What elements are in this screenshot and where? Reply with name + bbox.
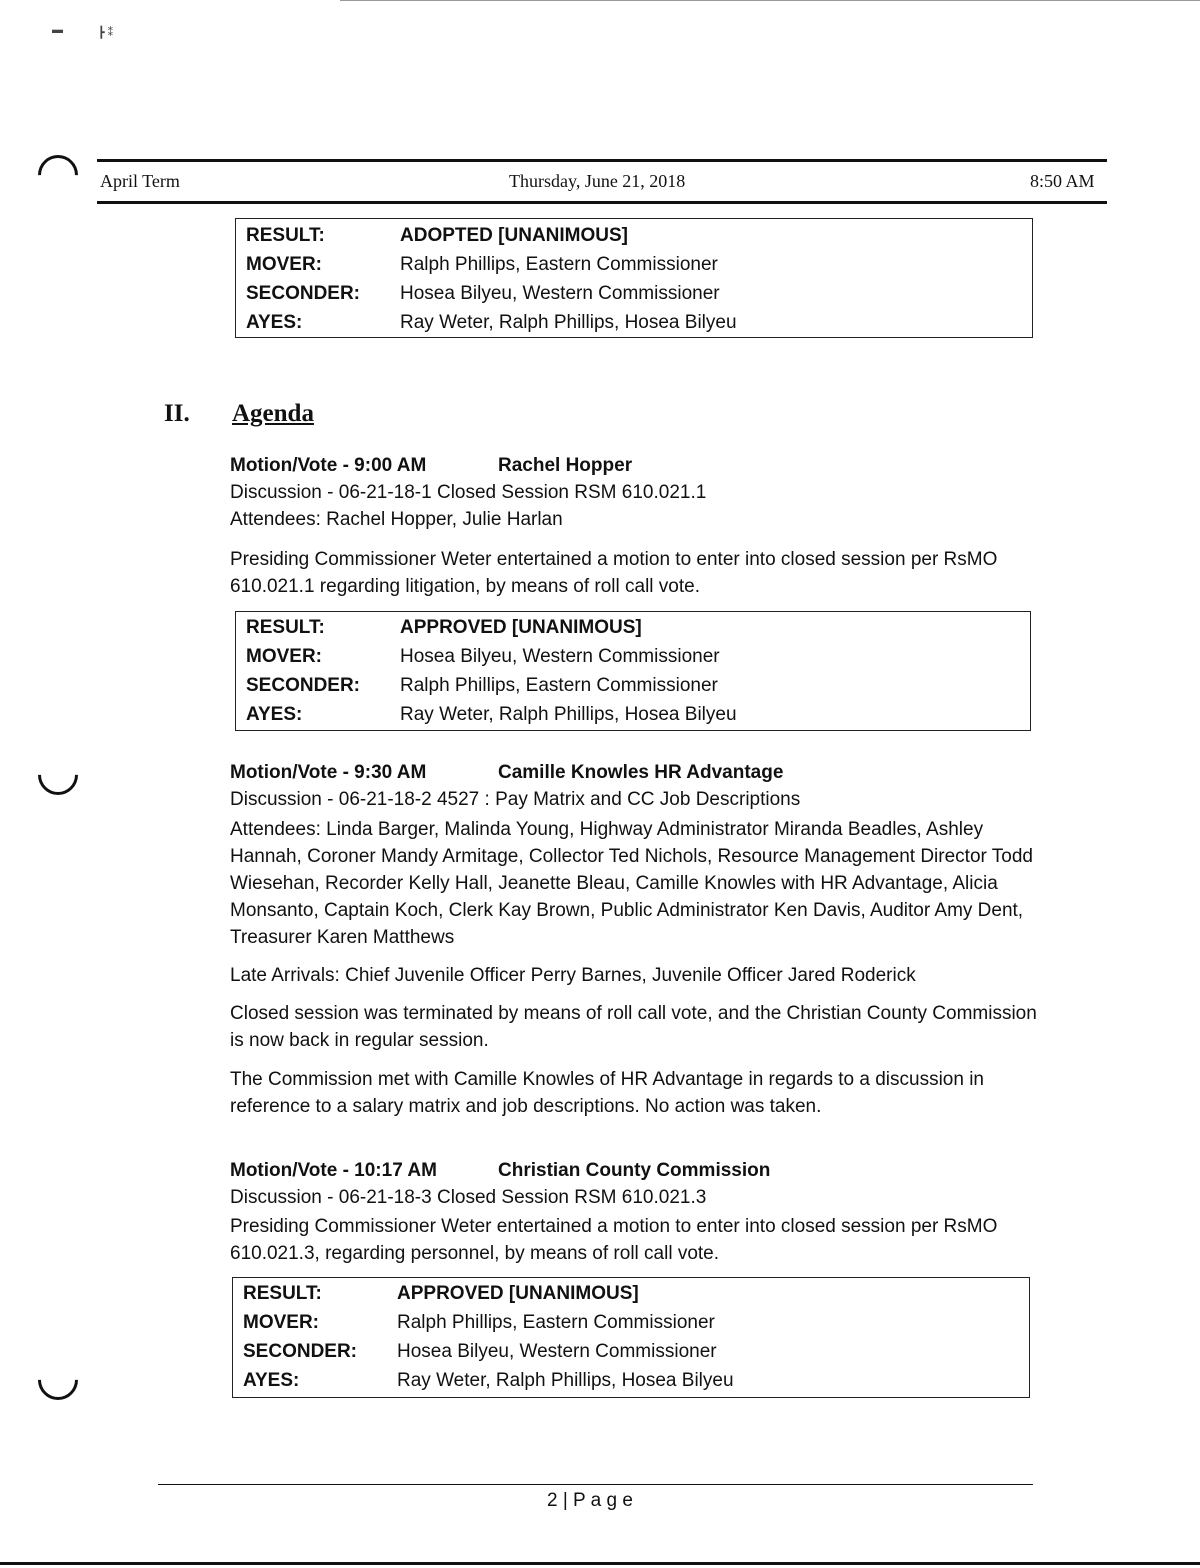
motion-heading-1 <box>230 455 730 479</box>
vote-key: MOVER: <box>246 646 322 667</box>
header-term: April Term <box>100 171 180 191</box>
motion-heading-3 <box>230 1160 830 1184</box>
scan-mark: ┣ ⁑ <box>98 27 114 39</box>
late-arrivals-2: Late Arrivals: Chief Juvenile Officer Perry Barnes, Juvenile Officer Jared Roderick <box>230 965 916 986</box>
header-rule-top <box>97 159 1107 162</box>
motion-time: Motion/Vote - 9:00 AM <box>230 455 427 476</box>
vote-box-top <box>235 218 1033 338</box>
footer-rule <box>158 1484 1033 1485</box>
motion-time: Motion/Vote - 10:17 AM <box>230 1160 437 1181</box>
vote-value: Ray Weter, Ralph Phillips, Hosea Bilyeu <box>400 312 737 333</box>
discussion-2: Discussion - 06-21-18-2 4527 : Pay Matrix and CC Job Descriptions <box>230 789 801 810</box>
header-rule-bottom <box>97 201 1107 204</box>
bottom-scan-edge <box>0 1562 1200 1565</box>
vote-key: MOVER: <box>246 254 322 275</box>
motion-heading-2 <box>230 762 830 786</box>
attendees-1: Attendees: Rachel Hopper, Julie Harlan <box>230 509 563 530</box>
header-time: 8:50 AM <box>1030 171 1095 191</box>
vote-value: Hosea Bilyeu, Western Commissioner <box>397 1341 717 1362</box>
header-date: Thursday, June 21, 2018 <box>509 171 686 191</box>
vote-key: SECONDER: <box>246 283 361 304</box>
motion-time: Motion/Vote - 9:30 AM <box>230 762 427 783</box>
vote-key: SECONDER: <box>243 1341 358 1362</box>
motion-presenter: Rachel Hopper <box>498 455 633 476</box>
vote-key: AYES: <box>246 704 303 725</box>
vote-key: SECONDER: <box>246 675 361 696</box>
punch-hole-middle <box>30 747 87 804</box>
paragraph-2b: The Commission met with Camille Knowles of HR Advantage in regards to a discussion in reference to a salary matrix and job descriptions. No action was taken. <box>230 1069 984 1117</box>
discussion-1: Discussion - 06-21-18-1 Closed Session RSM 610.021.1 <box>230 482 707 503</box>
vote-value: Ralph Phillips, Eastern Commissioner <box>400 254 718 275</box>
punch-hole-top <box>30 147 87 204</box>
vote-box-3 <box>232 1277 1030 1398</box>
motion-presenter: Camille Knowles HR Advantage <box>498 762 784 783</box>
vote-key: MOVER: <box>243 1312 319 1333</box>
vote-value: Hosea Bilyeu, Western Commissioner <box>400 283 720 304</box>
vote-value: Hosea Bilyeu, Western Commissioner <box>400 646 720 667</box>
paragraph-2a: Closed session was terminated by means of roll call vote, and the Christian County Commission is now back in regular session. <box>230 1003 1037 1051</box>
top-scan-edge <box>340 0 1200 1</box>
paragraph-1: Presiding Commissioner Weter entertained a motion to enter into closed session per RsMO 610.021.1 regarding litigation, by means of roll call vote. <box>230 549 998 597</box>
vote-box-1 <box>235 611 1031 731</box>
vote-value: Ralph Phillips, Eastern Commissioner <box>397 1312 715 1333</box>
vote-value: Ray Weter, Ralph Phillips, Hosea Bilyeu <box>397 1370 734 1391</box>
discussion-3: Discussion - 06-21-18-3 Closed Session RSM 610.021.3 <box>230 1187 707 1208</box>
vote-value: APPROVED [UNANIMOUS] <box>397 1283 639 1304</box>
section-title: Agenda <box>232 400 314 427</box>
motion-presenter: Christian County Commission <box>498 1160 771 1181</box>
section-number: II. <box>164 400 190 427</box>
attendees-2: Attendees: Linda Barger, Malinda Young, Highway Administrator Miranda Beadles, Ashley Hannah, Coroner Mandy Armitage, Collector Ted Nichols, Resource Management Director Todd Wiesehan, Recorder Kelly Hall, Jeanette Bleau, Camille Knowles with HR Advantage, Alicia Monsanto, Captain Koch, Clerk Kay Brown, Public Administrator Ken Davis, Auditor Amy Dent, Treasurer Karen Matthews <box>230 819 1033 948</box>
vote-value: APPROVED [UNANIMOUS] <box>400 617 642 638</box>
page-number: 2 | P a g e <box>547 1490 633 1511</box>
scan-mark: ▬ <box>52 24 63 36</box>
vote-key: RESULT: <box>243 1283 322 1304</box>
punch-hole-bottom <box>30 1352 87 1409</box>
vote-key: RESULT: <box>246 225 325 246</box>
paragraph-3: Presiding Commissioner Weter entertained a motion to enter into closed session per RsMO 610.021.3, regarding personnel, by means of roll call vote. <box>230 1216 998 1264</box>
vote-key: RESULT: <box>246 617 325 638</box>
vote-value: Ralph Phillips, Eastern Commissioner <box>400 675 718 696</box>
vote-key: AYES: <box>243 1370 300 1391</box>
vote-value: ADOPTED [UNANIMOUS] <box>400 225 628 246</box>
vote-key: AYES: <box>246 312 303 333</box>
vote-value: Ray Weter, Ralph Phillips, Hosea Bilyeu <box>400 704 737 725</box>
